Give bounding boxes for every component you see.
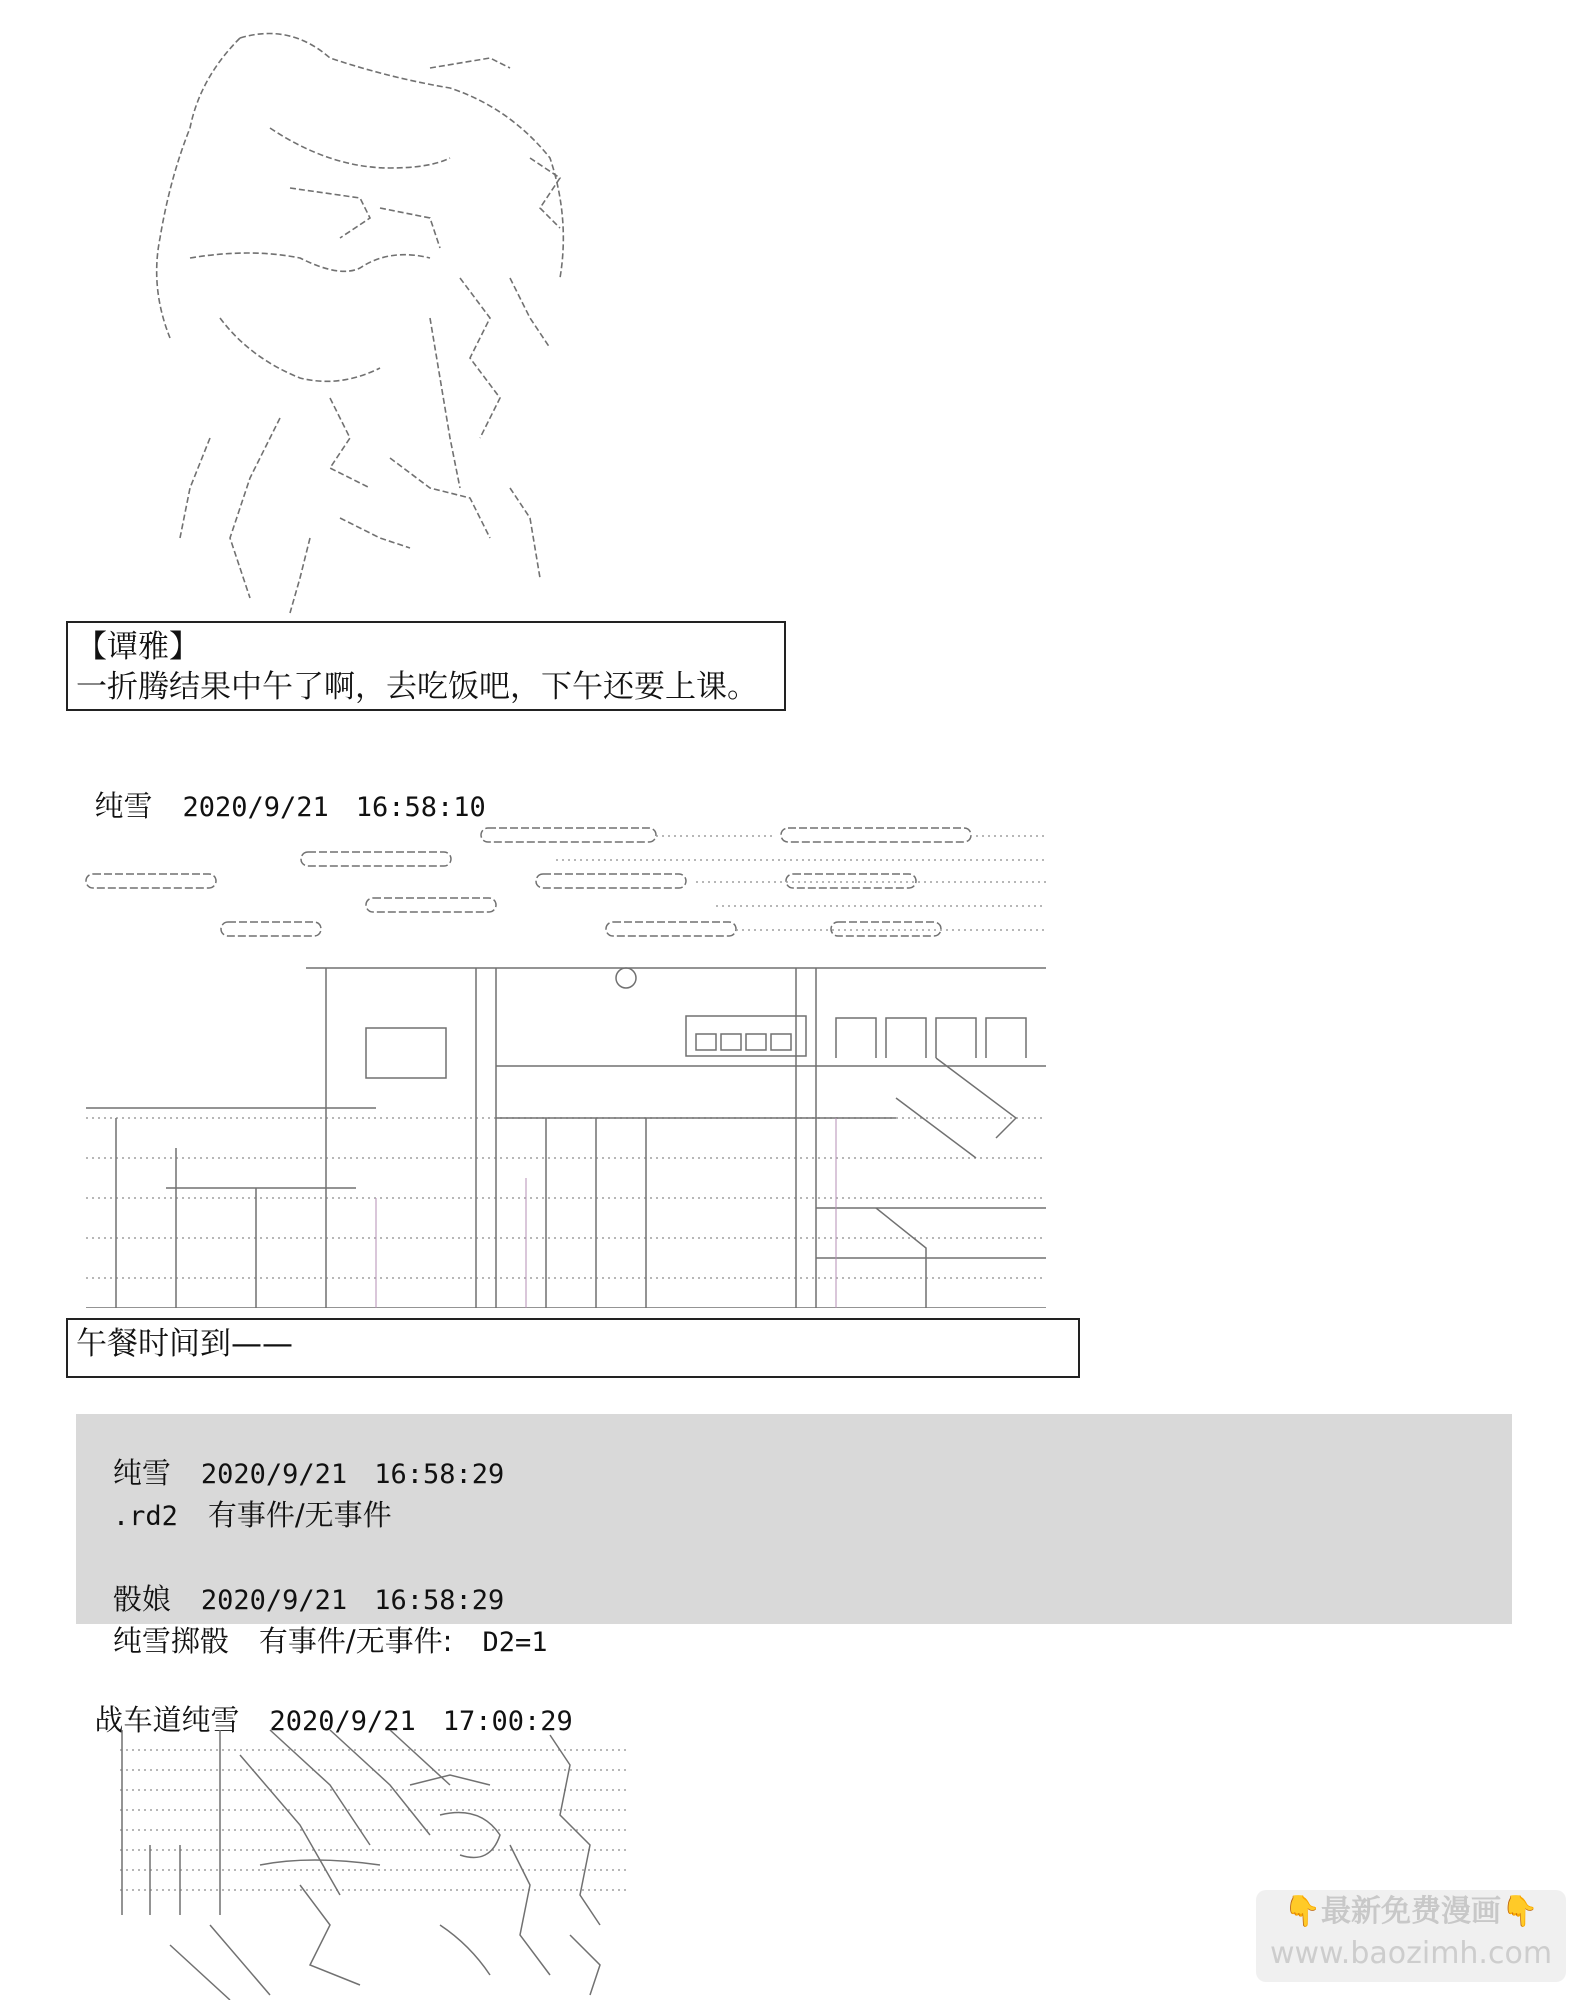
dice-result-value: D2=1	[482, 1627, 548, 1658]
dialog-text: 午餐时间到——	[76, 1326, 293, 1362]
post-header	[76, 752, 486, 826]
post-author: 纯雪	[94, 789, 153, 823]
watermark-title: 👇最新免费漫画👇	[1283, 1894, 1539, 1929]
post-author: 纯雪	[112, 1456, 171, 1490]
dice-result-text: 有事件/无事件:	[258, 1624, 453, 1658]
watermark-badge	[1256, 1890, 1566, 1982]
post-timestamp: 2020/9/21 16:58:29	[200, 1585, 505, 1616]
dice-command-text: 有事件/无事件	[207, 1498, 392, 1532]
post-timestamp: 2020/9/21 17:00:29	[269, 1706, 573, 1737]
dialog-box-tanya	[66, 621, 786, 711]
dice-result-label: 纯雪掷骰	[112, 1624, 229, 1658]
ascii-art-school-scene	[76, 818, 1056, 1308]
dice-command-code: .rd2	[112, 1501, 178, 1532]
dialog-speaker: 【谭雅】	[76, 629, 200, 665]
ascii-art-character	[130, 18, 590, 618]
post-author: 骰娘	[112, 1582, 171, 1616]
post-timestamp: 2020/9/21 16:58:10	[182, 792, 486, 823]
post-timestamp: 2020/9/21 16:58:29	[200, 1459, 505, 1490]
ascii-art-tank-scene	[110, 1725, 670, 2000]
watermark-url: www.baozimh.com	[1269, 1936, 1553, 1971]
post-author: 战车道纯雪	[94, 1703, 240, 1737]
dice-roll-block	[76, 1414, 1512, 1658]
dialog-box-lunch	[66, 1318, 1080, 1378]
dialog-text: 一折腾结果中午了啊，去吃饭吧，下午还要上课。	[76, 669, 758, 705]
